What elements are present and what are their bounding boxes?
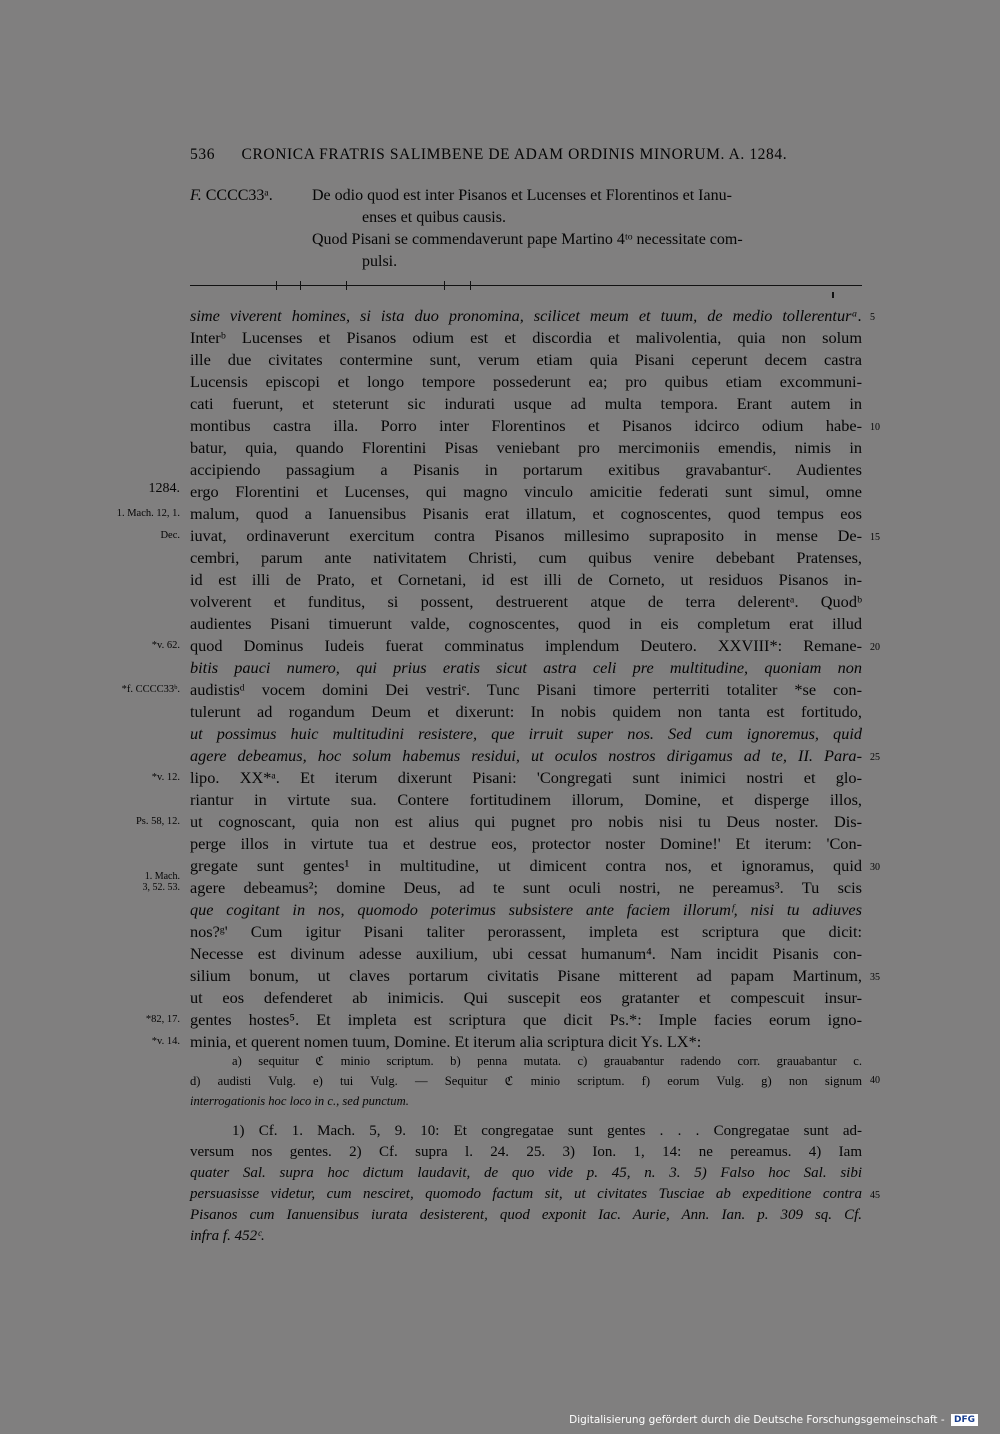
apparatus-line: interrogationis hoc loco in c., sed punctum.: [190, 1094, 409, 1108]
rule-tick: [470, 281, 471, 290]
body-line: montibus castra illa. Porro inter Florentinos et Pisanos idcirco odium habe-: [190, 416, 862, 435]
margin-note: Ps. 58, 12.: [135, 816, 180, 827]
body-line: agere debeamus, hoc solum habemus residui, ut oculos nostros dirigamus ad te, II. Para-: [190, 746, 862, 765]
line-number: 40: [870, 1075, 880, 1086]
body-line: ille due civitates contermine sunt, verum etiam quia Pisani ceperunt decem castra: [190, 350, 862, 369]
margin-note: 1. Mach. 12, 1.: [116, 508, 180, 519]
margin-note: *v. 14.: [151, 1036, 180, 1047]
margin-note: *v. 62.: [151, 640, 180, 651]
body-line: perge illos in virtute tua et destrue eos, protector noster Domine!' Et iterum: 'Con-: [190, 834, 862, 853]
body-line: gentes hostes⁵. Et impleta est scriptura que dicit Ps.*: Imple facies eorum igno-: [190, 1010, 862, 1029]
body-line: Lucensis episcopi et longo tempore possederunt ea; pro quibus etiam excommuni-: [190, 372, 862, 391]
body-line: volverent et funditus, si possent, destruerent atque de terra delerentᵃ. Quodᵇ: [190, 592, 862, 611]
rubric-1: [312, 185, 862, 229]
running-title: CRONICA FRATRIS SALIMBENE DE ADAM ORDINIS MINORUM. A. 1284.: [241, 146, 788, 163]
rubric-1-line-1: De odio quod est inter Pisanos et Lucenses et Florentinos et Ianu-: [312, 187, 732, 204]
margin-year: 1284.: [148, 481, 180, 496]
body-line: bitis pauci numero, qui prius eratis sicut astra celi pre multitudine, quoniam non: [190, 658, 862, 677]
body-line: ut cognoscant, quia non est alius qui pugnet pro nobis nisi tu Deus noster. Dis-: [190, 812, 862, 831]
footnote-line: 1) Cf. 1. Mach. 5, 9. 10: Et congregatae sunt gentes . . . Congregatae sunt ad-: [232, 1123, 862, 1139]
body-line: id est illi de Prato, et Cornetani, id est illi de Corneto, ut residuos Pisanos in-: [190, 570, 862, 589]
body-line: ergo Florentini et Lucenses, qui magno vinculo amicitie federati sunt simul, omne: [190, 482, 862, 501]
body-line: Interᵇ Lucenses et Pisanos odium est et discordia et malivolentia, quia non solum: [190, 328, 862, 347]
footnote-line: versum nos gentes. 2) Cf. supra l. 24. 25. 3) Ion. 1, 14: ne pereamus. 4) Iam: [190, 1144, 862, 1160]
rule-mark: [832, 292, 834, 298]
body-line: audientes Pisani timuerunt valde, cognoscentes, quod in eis completum erat illud: [190, 614, 862, 633]
body-line: ut eos defenderet ab inimicis. Qui suscepit eos gratanter et compescuit insur-: [190, 988, 862, 1007]
body-line: minia, et querent nomen tuum, Domine. Et iterum alia scriptura dicit Ys. LX*:: [190, 1032, 702, 1051]
rubric-1-line-2: enses et quibus causis.: [362, 209, 506, 226]
body-line: nos?ᵍ' Cum igitur Pisani taliter perorassent, impleta est scriptura que dicit:: [190, 922, 862, 941]
body-line: batur, quia, quando Florentini Pisas veniebant pro mercimoniis emendis, nimis in: [190, 438, 862, 457]
body-line: ut possimus huic multitudini resistere, que irruit super nos. Sed cum ignoremus, quid: [190, 724, 862, 743]
footnote-line: quater Sal. supra hoc dictum laudavit, de quo vide p. 45, n. 3. 5) Falso hoc Sal. sibi: [190, 1165, 862, 1181]
running-head: [190, 146, 862, 164]
body-line: cati fuerunt, et steterunt sic indurati usque ad multa tempora. Erant autem in: [190, 394, 862, 413]
body-line: iuvat, ordinaverunt exercitum contra Pisanos millesimo supraposito in mense De-: [190, 526, 862, 545]
rubric-2: [312, 229, 862, 273]
line-number: 5: [870, 312, 875, 323]
rule-tick: [300, 281, 301, 290]
page-number: 536: [190, 146, 216, 163]
footnote-line: persuasisse videtur, cum nesciret, quomodo factum sit, ut civitates Tusciae ab expeditione contra: [190, 1186, 862, 1202]
body-line: Necesse est divinum adesse auxilium, ubi cessat humanum⁴. Nam incidit Pisanis con-: [190, 944, 862, 963]
margin-note: *v. 12.: [151, 772, 180, 783]
credit-text: Digitalisierung gefördert durch die Deutsche Forschungsgemeinschaft -: [569, 1414, 945, 1426]
body-line: quod Dominus Iudeis fuerat comminatus implendum Deutero. XXVIII*: Remane-: [190, 636, 862, 655]
body-line: gregate sunt gentes¹ in multitudine, ut dimicent contra nos, et ignoramus, quid: [190, 856, 862, 875]
footnote-line: infra f. 452ᶜ.: [190, 1228, 265, 1244]
footnote-line: Pisanos cum Ianuensibus iurata desisterent, quod exponit Iac. Aurie, Ann. Ian. p. 309 sq. Cf.: [190, 1207, 862, 1223]
rubric-2-line-1: Quod Pisani se commendaverunt pape Martino 4ᵗᵒ necessitate com-: [312, 231, 743, 248]
header-rule: [190, 285, 862, 286]
body-line: malum, quod a Ianuensibus Pisanis erat illatum, et cognoscentes, quod tempus eos: [190, 504, 862, 523]
digitization-credit: [569, 1414, 978, 1426]
rule-tick: [346, 281, 347, 290]
apparatus-line: a) sequitur ℭ minio scriptum. b) penna mutata. c) grauab̶antur radendo corr. grauabantur c.: [232, 1054, 862, 1068]
body-line: accipiendo passagium a Pisanis in portarum exitibus gravabanturᶜ. Audientes: [190, 460, 862, 479]
body-line: lipo. XX*ᵃ. Et iterum dixerunt Pisani: 'Congregati sunt inimici nostri et glo-: [190, 768, 862, 787]
line-number: 25: [870, 752, 880, 763]
body-line: riantur in virtute sua. Contere fortitudinem illorum, Domine, et disperge illos,: [190, 790, 862, 809]
line-number: 20: [870, 642, 880, 653]
rule-tick: [276, 281, 277, 290]
margin-note: *82, 17.: [145, 1014, 180, 1025]
folio-label: F.: [190, 187, 202, 204]
margin-note: *f. CCCC33ᵇ.: [121, 684, 180, 695]
line-number: 30: [870, 862, 880, 873]
body-line: agere debeamus²; domine Deus, ad te sunt oculi nostri, ne pereamus³. Tu scis: [190, 878, 862, 897]
margin-note: 1. Mach.: [144, 871, 180, 882]
line-number: 15: [870, 532, 880, 543]
rubric-2-line-2: pulsi.: [362, 253, 398, 270]
margin-notes: [88, 305, 180, 1065]
margin-note: 3, 52. 53.: [142, 882, 180, 893]
body-line: tulerunt ad rogandum Deum et dixerunt: In nobis quidem non tanta est fortitudo,: [190, 702, 862, 721]
body-line: que cogitant in nos, quomodo poterimus subsistere ante faciem illorumᶠ, nisi tu adiuves: [190, 900, 862, 919]
body-line: sime viverent homines, si ista duo pronomina, scilicet meum et tuum, de medio tollerenturᵃ.: [190, 306, 862, 325]
body-line: audistisᵈ vocem domini Dei vestriᵉ. Tunc Pisani timore perterriti totaliter *se con-: [190, 680, 862, 699]
folio-number: CCCC33ᵃ.: [205, 187, 273, 204]
rule-tick: [444, 281, 445, 290]
line-number: 35: [870, 972, 880, 983]
body-line: cembri, parum ante nativitatem Christi, cum quibus venire debebant Pratenses,: [190, 548, 862, 567]
folio-reference: [190, 185, 273, 207]
margin-note: Dec.: [160, 530, 180, 541]
dfg-logo: DFG: [951, 1414, 978, 1426]
line-number: 45: [870, 1190, 880, 1201]
apparatus-line: d) audisti Vulg. e) tui Vulg. — Sequitur ℭ minio scriptum. f) eorum Vulg. g) non signum: [190, 1074, 862, 1088]
line-number: 10: [870, 422, 880, 433]
body-line: silium bonum, ut claves portarum civitatis Pisane mitterent ad papam Martinum,: [190, 966, 862, 985]
